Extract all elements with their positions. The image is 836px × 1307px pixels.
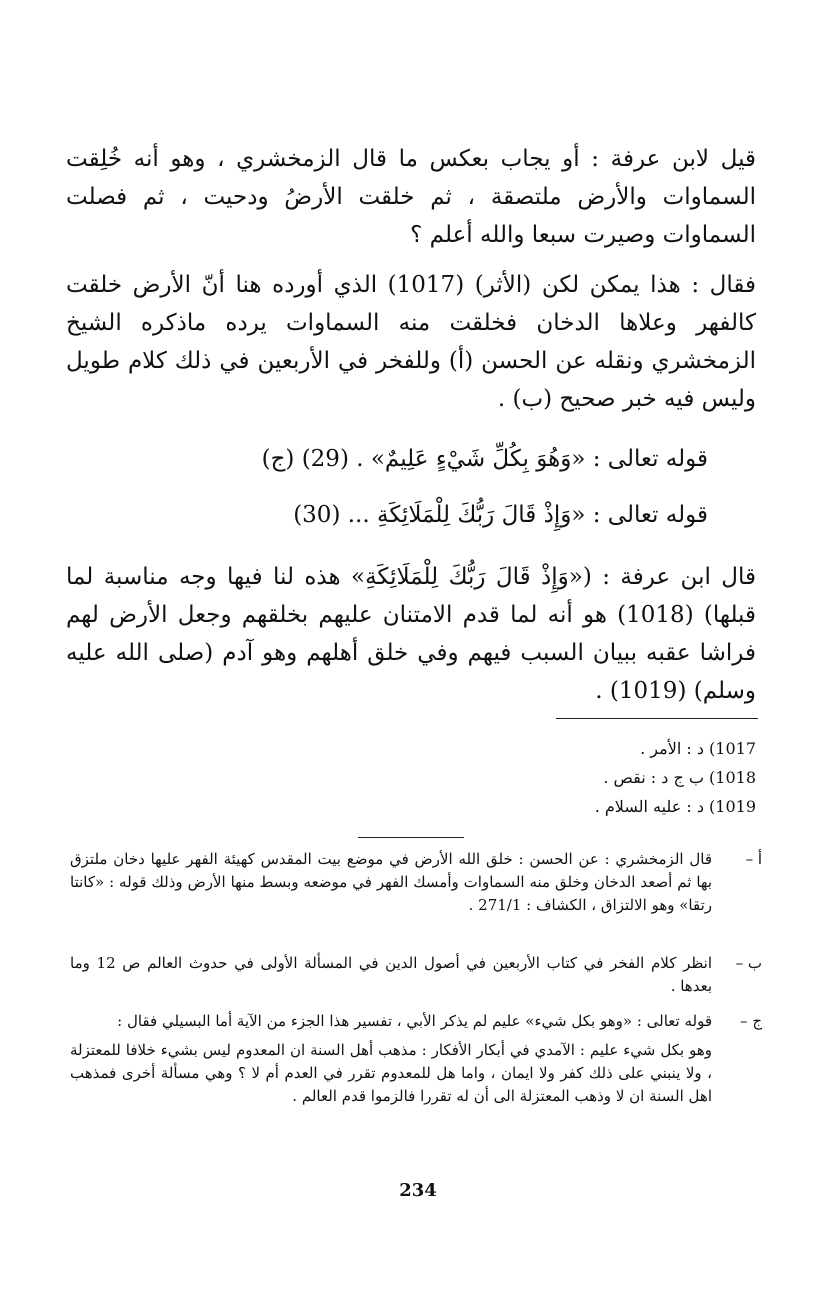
- note-a-marker: أ –: [745, 850, 762, 868]
- note-c: [70, 1010, 760, 1108]
- footnote-1018: 1018) ب ج د : نقص .: [603, 768, 756, 787]
- verse-quote-29: قوله تعالى : «وَهُوَ بِكُلِّ شَيْءٍ عَلِيمٌ» . (29) (ج): [261, 446, 708, 472]
- note-b-text: انظر كلام الفخر في كتاب الأربعين في أصول الدين في المسألة الأولى في حدوث العالم ص 12 وما بعدها .: [70, 954, 712, 995]
- footnote-separator: [556, 718, 758, 719]
- paragraph-fa-qal: فقال : هذا يمكن لكن (الأثر) (1017) الذي أورده هنا أنّ الأرض خلقت كالفهر وعلاها الدخان فخلقت منه السماوات يرده ماذكره الشيخ الزمخشري ونقله عن الحسن (أ) وللفخر في الأربعين في ذلك كلام طويل وليس فيه خبر صحيح (ب) .: [66, 272, 756, 412]
- note-b: [70, 952, 760, 998]
- footnote-1019: 1019) د : عليه السلام .: [594, 797, 756, 816]
- paragraph-ibn-arafa-commentary: قال ابن عرفة : («وَإِذْ قَالَ رَبُّكَ لِلْمَلَائِكَةِ» هذه لنا فيها وجه مناسبة لما قبلها) (1018) هو أنه لما قدم الامتنان عليهم بخلقهم وجعل الأرض لهم فراشا عقبه ببيان السبب فيهم وفي خلق أهلهم وهو آدم (صلى الله عليه وسلم) (1019) .: [66, 564, 756, 704]
- note-b-marker: ب –: [735, 954, 762, 972]
- footnote-1017: 1017) د : الأمر .: [640, 739, 756, 758]
- note-c-marker: ج –: [740, 1012, 762, 1030]
- notes-separator: [358, 837, 464, 838]
- note-c-text: قوله تعالى : «وهو بكل شيء» عليم لم يذكر الأبي ، تفسير هذا الجزء من الآية أما البسيلي فقال :: [117, 1012, 712, 1030]
- note-a-text: قال الزمخشري : عن الحسن : خلق الله الأرض في موضع بيت المقدس كهيئة الفهر عليها دخان ملتزق بها ثم أصعد الدخان وخلق منه السماوات وأمسك الفهر في موضعه وبسط منها الأرض وذلك قوله : «كانتا رتقا» وهو الالتزاق ، الكشاف : 271/1 .: [70, 850, 712, 914]
- note-a: [70, 848, 760, 917]
- verse-quote-30: قوله تعالى : «وَإِذْ قَالَ رَبُّكَ لِلْمَلَائِكَةِ ... (30): [293, 502, 708, 528]
- page-number: 234: [399, 1180, 437, 1201]
- paragraph-ibn-arafa-question: قيل لابن عرفة : أو يجاب بعكس ما قال الزمخشري ، وهو أنه خُلِقت السماوات والأرض ملتصقة ، ثم خلقت الأرضُ ودحيت ، ثم فصلت السماوات وصيرت سبعا والله أعلم ؟: [66, 146, 756, 248]
- note-c-subtext: وهو بكل شيء عليم : الآمدي في أبكار الأفكار : مذهب أهل السنة ان المعدوم ليس بشيء خلافا للمعتزلة ، ولا ينبني على ذلك كفر ولا ايمان ، واما هل للمعدوم تقرر في العدم أم لا ؟ وهي مسألة أخرى فمذهب اهل السنة ان لا وذهب المعتزلة الى أن له تقررا فالزموا قدم العالم .: [70, 1041, 712, 1105]
